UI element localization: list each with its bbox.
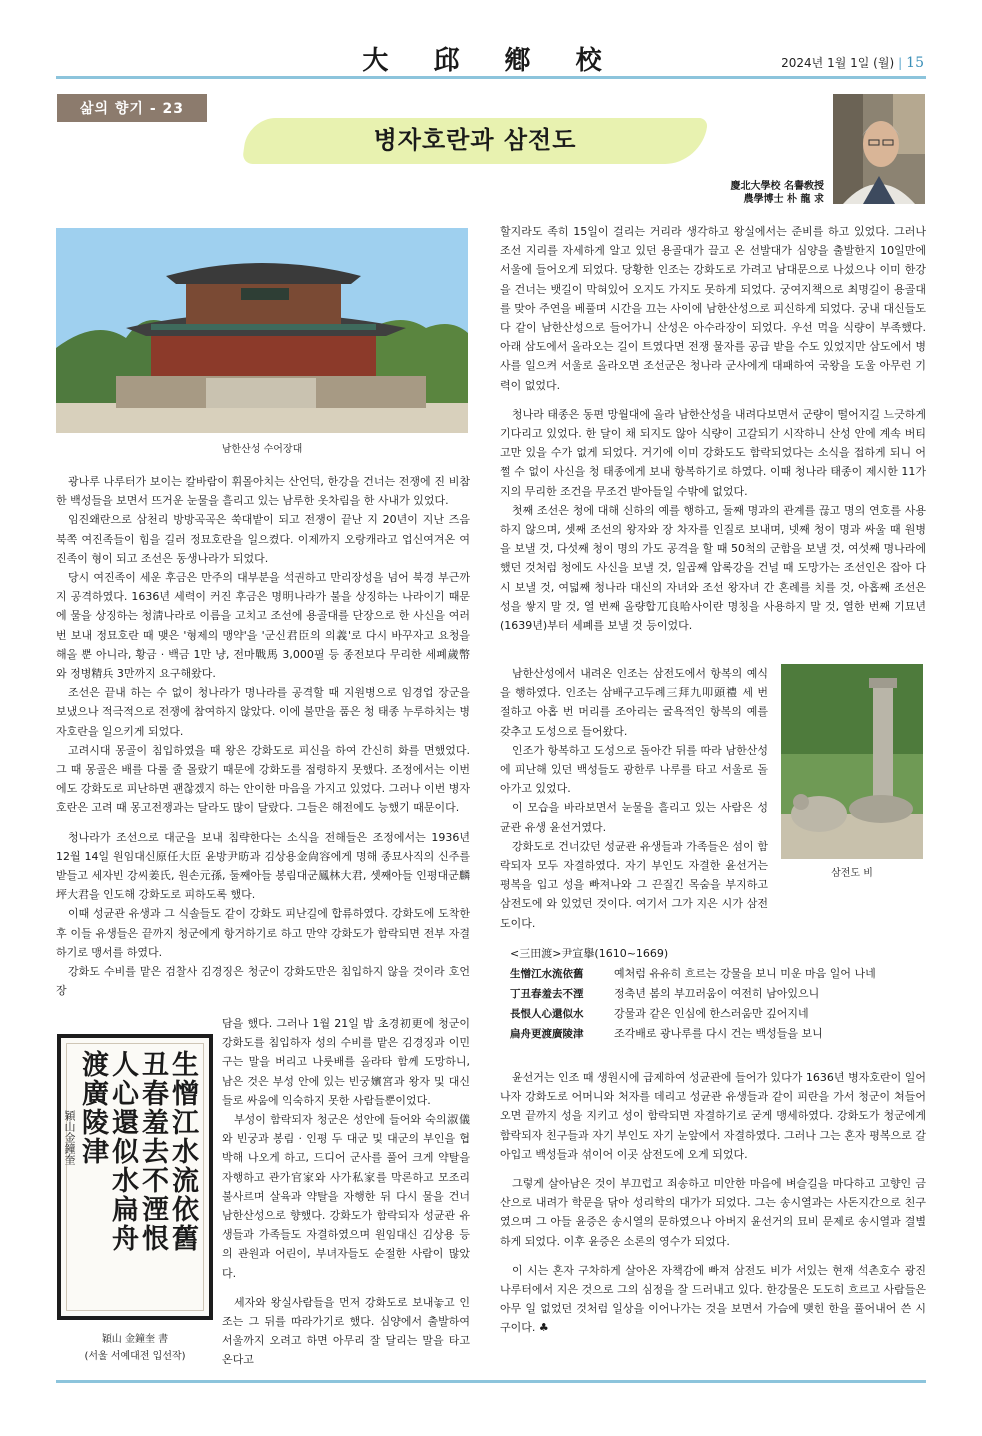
poem-korean: 정축년 봄의 부끄러움이 여전히 남아있으니 [614, 987, 820, 1000]
poem-hanja: 扁舟更渡廣陵津 [510, 1028, 584, 1040]
photo-samjeondo-stele [781, 664, 923, 859]
poem-block [510, 944, 926, 1044]
author-title: 慶北大學校 名譽敎授 [730, 181, 824, 192]
calligraphy-column: 生憎江水流依舊 [167, 1050, 198, 1253]
poem-hanja: 生憎江水流依舊 [510, 968, 584, 980]
pavilion-illustration [56, 228, 468, 433]
paragraph: 이때 성균관 유생과 그 식솔들도 같이 강화도 피난길에 합류하였다. 강화도에 도착한 후 이들 유생들은 끝까지 청군에게 항거하기로 하고 만약 강화도가 함락되면 전부 자결하기로 맹서를 하였다. [56, 907, 470, 959]
right-column-bottom [500, 1068, 926, 1338]
paragraph: 강화도 수비를 맡은 검찰사 김경징은 청군이 강화도만은 침입하지 않을 것이라 호언장 [56, 965, 470, 998]
title-block [245, 114, 705, 166]
paragraph: 인조가 항복하고 도성으로 돌아간 뒤를 따라 남한산성에 피난해 있던 백성들도 광한루 나루를 타고 서울로 돌아가고 있었다. [500, 743, 768, 796]
dateline [781, 54, 924, 71]
page-number: 15 [906, 55, 924, 71]
paragraph: 윤선거는 인조 때 생원시에 급제하여 성균관에 들어가 있다가 1636년 병자호란이 일어나자 강화도로 어머니와 처자를 데리고 성균관 유생들과 같이 피란을 가서 청군이 쳐들어오면 끝까지 성을 지키고 성이 함락되면 자결하기로 굳게 맹세하였다. 강화도가 청군에게 함락되자 친구들과 자기 부인도 자기 눈앞에서 자결하였다. 그러나 그는 혼자 평복으로 갈아입고 백성들과 섞이어 이곳 삼전도에 오게 되었다. [500, 1071, 926, 1161]
paragraph: 세자와 왕실사람들을 먼저 강화도로 보내놓고 인조는 그 뒤를 따라가기로 했다. 심양에서 출발하여 서울까지 오려고 하면 아무리 잘 달리는 말을 타고 온다고 [222, 1295, 470, 1367]
paragraph: 담을 했다. 그러나 1월 21일 밤 초경初更에 청군이 강화도를 침입하자 성의 수비를 맡은 김경징과 이민구는 말을 버리고 나룻배를 올라타 함께 도망하니, 남은 것은 부성 안에 있는 빈궁嬪宮과 왕자 및 대신들로 싸움에 익숙하지 못한 사람들뿐이었다. [222, 1017, 470, 1107]
left-column [56, 472, 470, 1000]
stele-illustration [781, 664, 923, 859]
poem-line [510, 984, 926, 1004]
paragraph: 남한산성에서 내려온 인조는 삼전도에서 항복의 예식을 행하였다. 인조는 삼배구고두례三拜九叩頭禮 세 번 절하고 아홉 번 머리를 조아리는 굴욕적인 항복의 예를 갖추고 도성으로 들어왔다. [500, 667, 768, 738]
paragraph: 그렇게 살아남은 것이 부끄럽고 죄송하고 미안한 마음에 벼슬길을 마다하고 고향인 금산으로 내려가 학문을 닦아 성리학의 대가가 되었다. 그는 송시열과는 사돈지간으로 친구였으며 그 아들 윤증은 송시열의 문하였으나 아버지 윤선거의 묘비 문제로 송시열과 결별하게 되었다. 이후 윤증은 소론의 영수가 되었다. [500, 1177, 926, 1248]
poem-heading: <三田渡>尹宣擧(1610~1669) [510, 947, 669, 960]
calligraphy-column: 丑春羞去不湮恨 [137, 1050, 168, 1253]
poem-korean: 예처럼 유유히 흐르는 강물을 보니 미운 마음 일어 나네 [614, 967, 876, 980]
poem-hanja: 丁丑春羞去不湮 [510, 988, 584, 1000]
calligraphy-caption: 穎山 金鐘奎 書 [101, 1334, 169, 1345]
paragraph: 첫째 조선은 청에 대해 신하의 예를 행하고, 둘째 명과의 관계를 끊고 명의 연호를 사용하지 않으며, 셋째 조선의 왕자와 장 차자를 인질로 보내며, 넷째 청이 명과 싸울 때 원병을 보낼 것, 다섯째 청이 명의 가도 공격을 할 때 50척의 군함을 보낼 것, 여섯째 명나라에 했던 것처럼 청에도 사신을 보낼 것, 일곱째 압록강을 건널 때 도망가는 조선인은 잡아 다시 보낼 것, 여덟째 청나라 대신의 자녀와 조선 왕자녀 간 혼례를 치를 것, 아홉째 조선은 성을 쌓지 말 것, 열 번째 올량합兀良哈사이란 명칭을 사용하지 말 것, 열한 번째 기묘년(1639년)부터 세폐를 보낼 것 등이었다. [500, 503, 926, 633]
paragraph: 청나라가 조선으로 대군을 보내 침략한다는 소식을 전해들은 조정에서는 1936년 12월 14일 원임대신原任大臣 윤방尹昉과 김상용金尙容에게 명해 종묘사직의 신주를 받들고 세자빈 강씨姜氏, 원손元孫, 둘째아들 봉림대군鳳林大君, 셋째아들 인평대군麟坪大君을 인도해 강화도로 피하도록 했다. [56, 830, 470, 902]
calligraphy-caption-sub: (서울 서예대전 입선작) [84, 1351, 186, 1362]
author-portrait [833, 94, 925, 204]
calligraphy-column: 人心還似水扁舟 [107, 1050, 138, 1253]
middle-column [222, 1014, 470, 1370]
article-title: 병자호란과 삼전도 [373, 126, 577, 154]
paragraph: 강화도로 건너갔던 성균관 유생들과 가족들은 섬이 함락되자 모두 자결하였다. 자기 부인도 자결한 윤선거는 평복을 입고 성을 빠져나와 그 끈질긴 목숨을 부지하고 삼전도에 와 있었던 것이다. 여기서 그가 지은 시가 삼전도이다. [500, 839, 768, 930]
masthead: 大 邱 鄕 校 [362, 46, 620, 76]
issue-date: 2024년 1월 1일 (월) [781, 56, 895, 70]
paragraph: 이 모습을 바라보면서 눈물을 흘리고 있는 사람은 성균관 유생 윤선거였다. [500, 801, 768, 834]
paragraph: 광나루 나루터가 보이는 칼바람이 휘몰아치는 산언덕, 한강을 건너는 전쟁에 진 비참한 백성들을 보면서 뜨거운 눈물을 흘리고 있는 남루한 옷차림을 한 사내가 있었다. [56, 475, 470, 508]
footer-rule [56, 1380, 926, 1383]
calligraphy-column: 渡廣陵津 [77, 1050, 108, 1166]
series-label: 삶의 향기 - 23 [57, 94, 207, 122]
calligraphy-artwork [57, 1034, 213, 1320]
calligraphy-scroll [63, 1043, 204, 1311]
poem-korean: 강물과 같은 인심에 한스러움만 깊어지네 [614, 1007, 809, 1020]
poem-line [510, 1004, 926, 1024]
poem-line [510, 1024, 926, 1044]
paragraph: 할지라도 족히 15일이 걸리는 거리라 생각하고 왕실에서는 준비를 하고 있었다. 그러나 조선 지리를 자세하게 알고 있던 용골대가 끌고 온 선발대가 심양을 출발한지 10일만에 서울에 들어오게 되었다. 당황한 인조는 강화도로 가려고 남대문으로 나섰으나 이미 한강을 건너는 뱃길이 막혀있어 오지도 가지도 못하게 되었다. 궁여지책으로 최명길이 용골대를 맞아 주연을 베풀며 시간을 끄는 사이에 남한산성으로 피신하게 되었다. 궁내 대신들도 다 같이 남한산성으로 들어가니 산성은 아수라장이 되었다. 우선 먹을 식량이 부족했다. 아래 삼도에서 올라오는 길이 트였다면 전쟁 물자를 공급 받을 수도 있었지만 삼도에서 병사를 일으켜 서울로 올라오면 조선군은 청나라 군사에게 대패하여 국왕을 도울 아무런 기력이 없었다. [500, 225, 926, 392]
right-column-wrap [500, 664, 768, 933]
paragraph: 조선은 끝내 하는 수 없이 청나라가 명나라를 공격할 때 지원병으로 임경업 장군을 보냈으나 적극적으로 전쟁에 참여하지 않았다. 이에 불만을 품은 청 태종 누루하치는 병자호란을 일으키게 되었다. [56, 686, 470, 738]
photo2-caption: 삼전도 비 [831, 868, 873, 879]
poem-line [510, 964, 926, 984]
author-name: 農學博士 朴 龍 求 [743, 194, 824, 205]
author-byline [700, 180, 824, 206]
dateline-separator: | [898, 56, 903, 70]
photo-suojangdae [56, 228, 468, 433]
paragraph: 임진왜란으로 삼천리 방방곡곡은 쑥대밭이 되고 전쟁이 끝난 지 20년이 지난 즈음 북쪽 여진족들이 힘을 길러 정묘호란을 일으켰다. 이제까지 오랑캐라고 업신여겨온 여진족이 형이 되고 조선은 동생나라가 되었다. [56, 513, 470, 565]
paragraph: 이 시는 혼자 구차하게 살아온 자책감에 빠져 삼전도 비가 서있는 현재 석촌호수 광진 나루터에서 지은 것으로 그의 심정을 잘 드러내고 있다. 한강물은 도도히 흐르고 사람들은 아무 일 없었던 것처럼 일상을 이어나가는 것을 보면서 가슴에 맺힌 한을 풀어내어 쓴 시구이다. ♣ [500, 1263, 926, 1335]
right-column-top [500, 222, 926, 635]
header-rule [56, 76, 926, 79]
portrait-illustration [833, 94, 925, 204]
paragraph: 부성이 함락되자 청군은 성안에 들어와 숙의淑儀와 빈궁과 봉림 · 인평 두 대군 및 대군의 부인을 협박해 나오게 하고, 드디어 군사를 풀어 크게 약탈을 자행하고 관가官家와 사가私家를 막론하고 모조리 불사르며 살육과 약탈을 자행한 뒤 다시 물을 건너 남한산성으로 향했다. 강화도가 함락되자 성균관 유생들과 가족들도 자결하였으며 원임대신 김상용 등의 관원과 어린이, 부녀자들도 순절한 사람이 많았다. [222, 1113, 470, 1280]
paragraph: 청나라 태종은 동편 망월대에 올라 남한산성을 내려다보면서 군량이 떨어지길 느긋하게 기다리고 있었다. 한 달이 채 되지도 않아 식량이 고갈되기 시작하니 산성 안에 계속 버티고만 있을 수가 없게 되었다. 거기에 이미 강화도도 함락되었다는 소식을 접하게 되니 어쩔 수 없이 사신을 청 태종에게 보내 항복하기로 하였다. 이때 청나라 태종이 제시한 11가지의 무리한 조건을 무조건 받아들일 수밖에 없었다. [500, 407, 927, 498]
paragraph: 고려시대 몽골이 침입하였을 때 왕은 강화도로 피신을 하여 간신히 화를 면했었다. 그 때 몽골은 배를 다룰 줄 몰랐기 때문에 강화도를 점령하지 못했다. 조정에서는 이번에도 강화도로 피난하면 괜찮겠지 하는 안이한 마음을 가지고 있었다. 그러나 이번 병자호란은 고려 때 몽고전쟁과는 달라도 많이 달랐다. 그들은 해전에도 능했기 때문이다. [56, 743, 470, 815]
poem-korean: 조각배로 광나루를 다시 건는 백성들을 보니 [614, 1027, 823, 1040]
calligraphy-signature: 穎山金鐘奎 [63, 1110, 76, 1165]
photo1-caption: 남한산성 수어장대 [221, 444, 303, 455]
poem-hanja: 長恨人心還似水 [510, 1008, 584, 1020]
paragraph: 당시 여진족이 세운 후금은 만주의 대부분을 석권하고 만리장성을 넘어 북경 부근까지 공격하였다. 1636년 세력이 커진 후금은 명明나라가 불을 상징하는 나라이기 때문에 물을 상징하는 청淸나라로 이름을 고치고 조선에 용골대를 단장으로 한 사신을 여러 번 보내 정묘호란 때 맺은 '형제의 맹약'을 '군신君臣의 의義'로 다시 바꾸자고 요청을 해올 뿐 아니라, 황금 · 백금 1만 냥, 전마戰馬 3,000필 등 종전보다 무리한 세폐歲幣와 정병精兵 3만까지 요구해왔다. [56, 571, 470, 681]
